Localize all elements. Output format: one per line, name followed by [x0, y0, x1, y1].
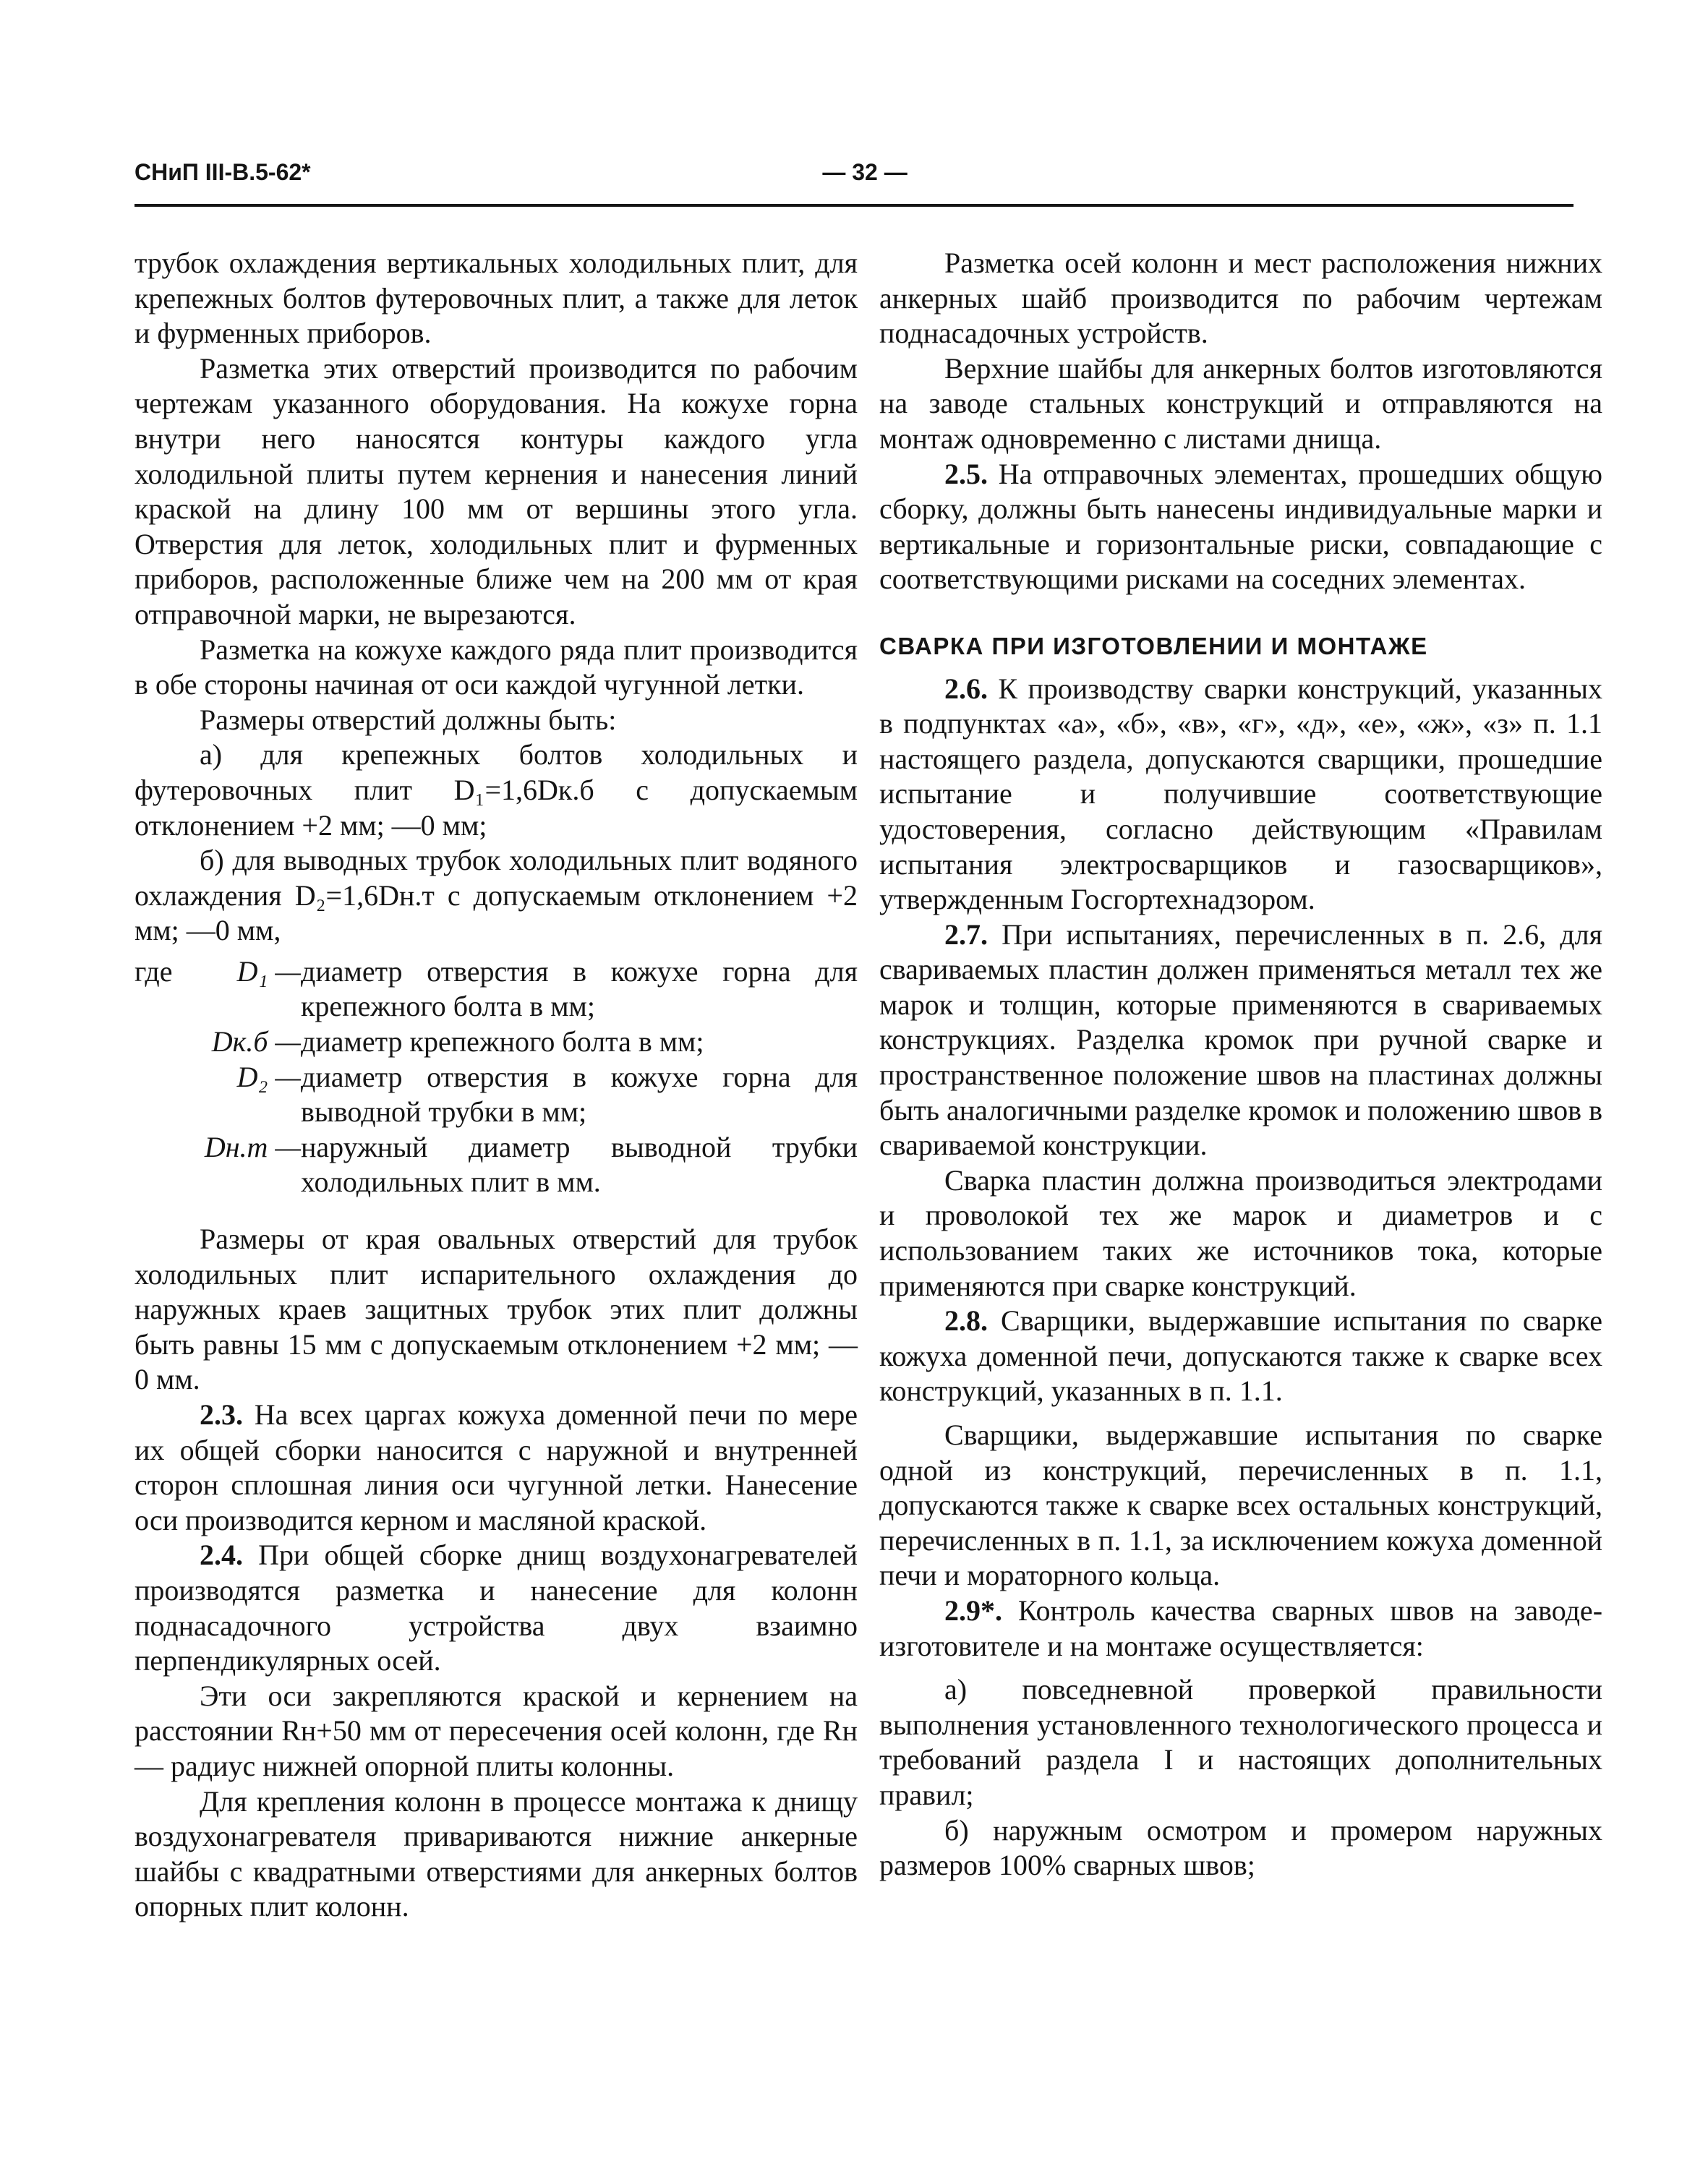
numbered-paragraph [879, 457, 1602, 597]
legend-row [134, 954, 858, 1025]
numbered-paragraph [879, 1304, 1602, 1409]
clause-number: 2.4. [200, 1539, 243, 1572]
legend-symbol: Dк.б — [211, 1025, 301, 1058]
clause-number: 2.9*. [944, 1594, 1002, 1627]
clause-text: На отправочных элементах, прошедших общую сборку, должны быть нанесены индивидуальные марки и вертикальные и горизонтальные риски, совпадающие с соответствующими рисками на соседних элементах. [879, 457, 1602, 596]
legend-row [134, 1130, 858, 1200]
numbered-paragraph [134, 1538, 858, 1678]
list-item: б) наружным осмотром и промером наружных размеров 100% сварных швов; [879, 1813, 1602, 1882]
legend-text: диаметр отверстия в кожухе горна для крепежного болта в мм; [301, 954, 858, 1023]
clause-text: К производству сварки конструкций, указанных в подпунктах «а», «б», «в», «г», «д», «е», «ж», «з» п. 1.1 настоящего раздела, допускаются сварщики, прошедшие испытание и получившие соответствующие удостоверения, согласно действующим «Правилам испытания электросварщиков и газосварщиков», утвержденным Госгортехнадзором. [879, 672, 1602, 916]
paragraph: Разметка осей колонн и мест расположения нижних анкерных шайб производится по рабочим чертежам поднасадочных устройств. [879, 247, 1602, 350]
right-column [879, 246, 1602, 1883]
clause-text: На всех царгах кожуха доменной печи по мере их общей сборки наносится с наружной и внутренней сторон сплошная линия оси чугунной летки. Нанесение оси производится керном и масляной краской. [134, 1398, 858, 1536]
paragraph: Размеры от края овальных отверстий для трубок холодильных плит испарительного охлаждения до наружных краев защитных трубок этих плит должны быть равны 15 мм с допускаемым отклонением +2 мм; —0 мм. [134, 1223, 858, 1396]
paragraph: Сварка пластин должна производиться электродами и проволокой тех же марок и диаметров и с использованием таких же источников тока, которые применяются при сварке конструкций. [879, 1163, 1602, 1302]
clause-text: При общей сборке днищ воздухонагревателей производятся разметка и нанесение для колонн поднасадочного устройства двух взаимно перпендикулярных осей. [134, 1539, 858, 1677]
legend-where-label: где [134, 954, 173, 988]
header-rule [134, 204, 1574, 207]
legend-symbol: Dн.т — [204, 1130, 301, 1163]
paragraph: Размеры отверстий должны быть: [200, 703, 617, 736]
symbol-legend [134, 954, 858, 1200]
clause-number: 2.8. [944, 1304, 988, 1338]
paragraph: Верхние шайбы для анкерных болтов изготовляются на заводе стальных конструкций и отправляются на монтаж одновременно с листами днища. [879, 351, 1602, 455]
legend-text: диаметр крепежного болта в мм; [301, 1025, 704, 1058]
legend-symbol: D₂ — [236, 1060, 301, 1093]
list-item: а) для крепежных болтов холодильных и футеровочных плит D₁=1,6Dк.б с допускаемым отклонением +2 мм; —0 мм; [134, 738, 858, 842]
clause-number: 2.7. [944, 918, 988, 951]
list-item: а) повседневной проверкой правильности выполнения установленного технологического процесса и требований раздела I и настоящих дополнительных правил; [879, 1673, 1602, 1811]
clause-number: 2.5. [944, 457, 988, 490]
legend-text: диаметр отверстия в кожухе горна для выводной трубки в мм; [301, 1060, 858, 1129]
numbered-paragraph [879, 1594, 1602, 1664]
numbered-paragraph [879, 672, 1602, 918]
paragraph: Сварщики, выдержавшие испытания по сварке одной из конструкций, перечисленных в п. 1.1, допускаются также к сварке всех остальных конструкций, перечисленных в п. 1.1, за исключением кожуха доменной печи и мораторного кольца. [879, 1419, 1602, 1592]
section-heading: СВАРКА ПРИ ИЗГОТОВЛЕНИИ И МОНТАЖЕ [879, 632, 1428, 659]
clause-number: 2.3. [200, 1398, 243, 1431]
clause-number: 2.6. [944, 672, 988, 705]
legend-row [134, 1060, 858, 1130]
clause-text: Контроль качества сварных швов на заводе-изготовителе и на монтаже осуществляется: [879, 1594, 1603, 1662]
numbered-paragraph [879, 918, 1602, 1163]
page-number: — 32 — [822, 159, 908, 185]
clause-text: При испытаниях, перечисленных в п. 2.6, для свариваемых пластин должен применяться металл тех же марок и толщин, которые применяются в свариваемых конструкциях. Разделка кромок при ручной сварке и пространственное положение швов на пластинах должны быть аналогичными разделке кромок и положению швов в свариваемой конструкции. [879, 918, 1602, 1162]
list-item: б) для выводных трубок холодильных плит водяного охлаждения D₂=1,6Dн.т с допускаемым отклонением +2 мм; —0 мм, [134, 844, 858, 947]
paragraph: трубок охлаждения вертикальных холодильных плит, для крепежных болтов футеровочных плит, а также для леток и фурменных приборов. [134, 247, 858, 350]
clause-text: Сварщики, выдержавшие испытания по сварке кожуха доменной печи, допускаются также к сварке всех конструкций, указанных в п. 1.1. [879, 1304, 1602, 1408]
paragraph: Разметка этих отверстий производится по рабочим чертежам указанного оборудования. На кожухе горна внутри него наносятся контуры каждого угла холодильной плиты путем кернения и нанесения линий краской на длину 100 мм от вершины этого угла. Отверстия для леток, холодильных плит и фурменных приборов, расположенные ближе чем на 200 мм от края отправочной марки, не вырезаются. [134, 351, 858, 630]
numbered-paragraph [134, 1398, 858, 1538]
legend-symbol: D₁ — [236, 954, 301, 988]
page-header [134, 153, 1574, 197]
legend-text: наружный диаметр выводной трубки холодильных плит в мм. [301, 1130, 858, 1199]
legend-row [134, 1025, 858, 1060]
document-code: СНиП III-В.5-62* [134, 159, 311, 185]
paragraph: Разметка на кожухе каждого ряда плит производится в обе стороны начиная от оси каждой чугунной летки. [134, 633, 858, 701]
paragraph: Эти оси закрепляются краской и кернением на расстоянии Rн+50 мм от пересечения осей колонн, где Rн — радиус нижней опорной плиты колонны. [134, 1679, 858, 1782]
paragraph: Для крепления колонн в процессе монтажа к днищу воздухонагревателя привариваются нижние анкерные шайбы с квадратными отверстиями для анкерных болтов опорных плит колонн. [134, 1784, 858, 1923]
left-column [134, 246, 858, 1925]
